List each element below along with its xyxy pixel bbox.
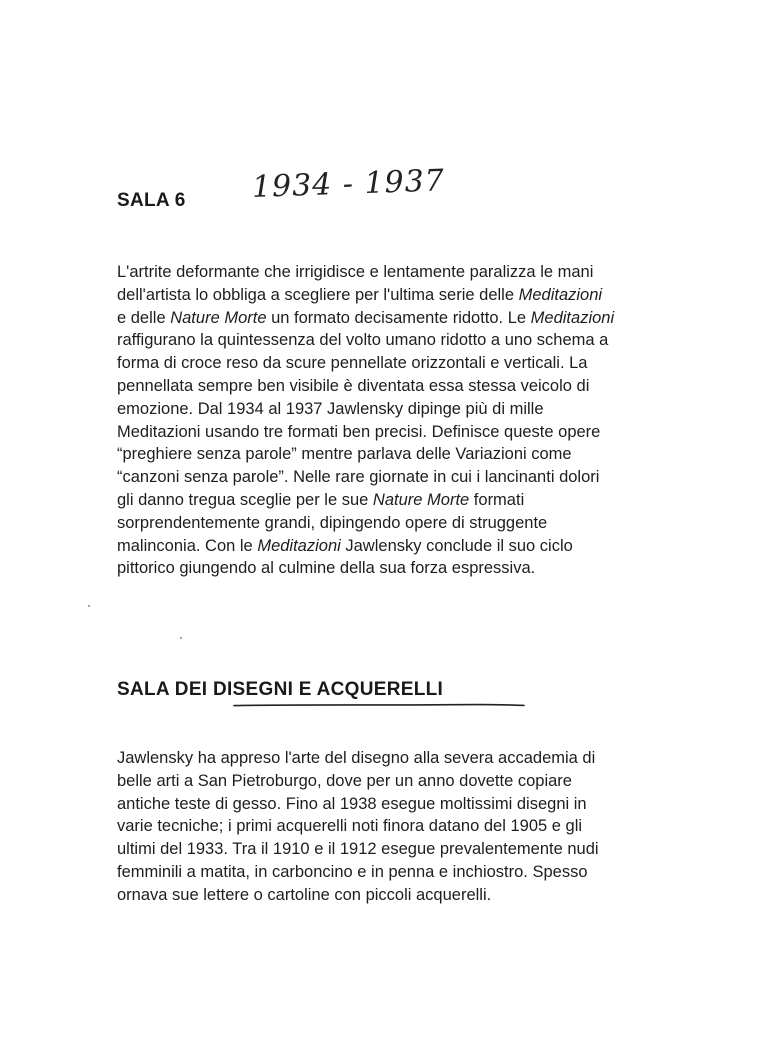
sala-disegni-paragraph <box>117 747 727 907</box>
sala-6-paragraph <box>117 261 727 580</box>
paragraph-line <box>117 535 727 558</box>
handwritten-date-annotation: 1934 - 1937 <box>251 163 446 205</box>
sala-disegni-heading: SALA DEI DISEGNI E ACQUERELLI <box>117 679 444 700</box>
italic-text-run: Meditazioni <box>530 308 615 327</box>
paragraph-line <box>117 861 727 884</box>
text-run: ultimi del 1933. Tra il 1910 e il 1912 esegue prevalentemente nudi <box>117 840 599 859</box>
paragraph-line <box>117 770 727 793</box>
italic-text-run: Nature Morte <box>170 308 267 327</box>
paragraph-line <box>117 443 727 466</box>
paragraph-line <box>117 284 727 307</box>
text-run: varie tecniche; i primi acquerelli noti finora datano del 1905 e gli <box>117 817 583 836</box>
text-run: malinconia. Con le <box>117 536 258 555</box>
text-run: “preghiere senza parole” mentre parlava delle Variazioni come <box>117 445 572 464</box>
text-run: gli danno tregua sceglie per le sue <box>117 490 373 509</box>
italic-text-run: Nature Morte <box>372 490 470 509</box>
text-run: raffigurano la quintessenza del volto umano ridotto a uno schema a <box>117 331 609 350</box>
scan-speck <box>180 637 182 639</box>
text-run: un formato decisamente ridotto. Le <box>266 308 531 327</box>
text-run: e delle <box>117 308 171 327</box>
paragraph-line <box>117 421 727 444</box>
text-run: formati <box>469 490 525 509</box>
handdrawn-underline <box>233 703 525 707</box>
paragraph-line <box>117 307 727 330</box>
paragraph-line <box>117 557 727 580</box>
text-run: antiche teste di gesso. Fino al 1938 esegue moltissimi disegni in <box>117 794 587 813</box>
paragraph-line <box>117 375 727 398</box>
text-run: Jawlensky conclude il suo ciclo <box>340 536 573 555</box>
italic-text-run: Meditazioni <box>518 285 603 304</box>
italic-text-run: Meditazioni <box>257 536 341 555</box>
paragraph-line <box>117 489 727 512</box>
text-run: pennellata sempre ben visibile è diventata essa stessa veicolo di <box>117 376 590 395</box>
text-run: belle arti a San Pietroburgo, dove per un anno dovette copiare <box>117 771 572 790</box>
paragraph-line <box>117 838 727 861</box>
text-run: femminili a matita, in carboncino e in penna e inchiostro. Spesso <box>117 862 588 881</box>
paragraph-line <box>117 352 727 375</box>
scan-speck <box>88 605 90 607</box>
text-run: Meditazioni usando tre formati ben precisi. Definisce queste opere <box>117 422 601 441</box>
text-run: L'artrite deformante che irrigidisce e lentamente paralizza le mani <box>117 263 594 281</box>
text-run: pittorico giungendo al culmine della sua forza espressiva. <box>117 559 536 578</box>
paragraph-line <box>117 261 727 284</box>
paragraph-line <box>117 815 727 838</box>
sala-6-heading: SALA 6 <box>117 190 186 211</box>
paragraph-line <box>117 793 727 816</box>
text-run: dell'artista lo obbliga a scegliere per l'ultima serie delle <box>117 285 519 304</box>
text-run: Jawlensky ha appreso l'arte del disegno alla severa accademia di <box>117 749 596 767</box>
paragraph-line <box>117 884 727 907</box>
text-run: ornava sue lettere o cartoline con piccoli acquerelli. <box>117 885 492 904</box>
paragraph-line <box>117 466 727 489</box>
text-run: “canzoni senza parole”. Nelle rare giornate in cui i lancinanti dolori <box>117 468 600 487</box>
text-run: forma di croce reso da scure pennellate orizzontali e verticali. La <box>117 354 588 373</box>
text-run: emozione. Dal 1934 al 1937 Jawlensky dipinge più di mille <box>117 399 544 418</box>
paragraph-line <box>117 512 727 535</box>
paragraph-line <box>117 747 727 770</box>
paragraph-line <box>117 398 727 421</box>
text-run: sorprendentemente grandi, dipingendo opere di struggente <box>117 513 548 532</box>
paragraph-line <box>117 329 727 352</box>
